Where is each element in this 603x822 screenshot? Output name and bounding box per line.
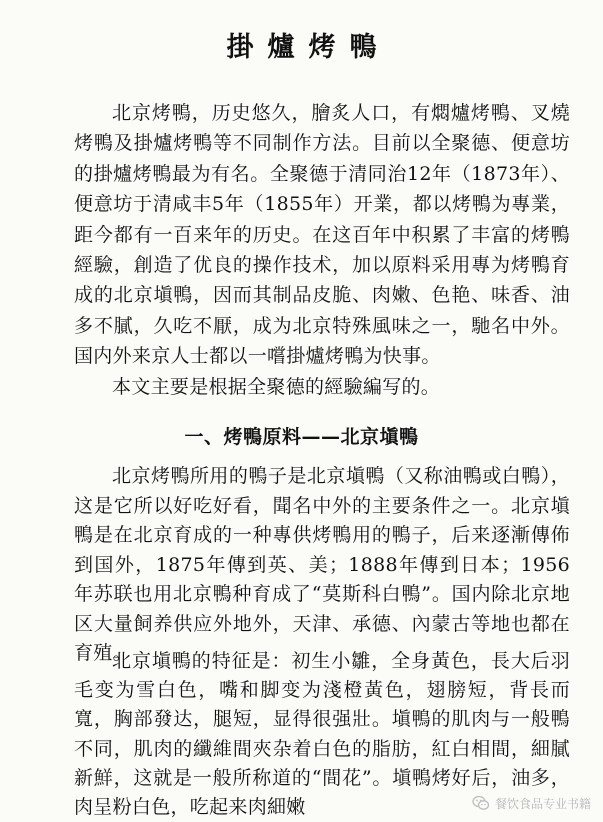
section-paragraph-features: 北京塡鴨的特征是：初生小雛，全身黃色，長大后羽毛变为雪白色，嘴和脚变为淺橙黃色，翅膀短，背長而寬，胸部發达，腿短，显得很强壯。塡鴨的肌肉与一般鴨不同，肌肉的纖維間夾杂着白色的脂肪，紅白相間，細膩新鮮，这就是一般所称道的“間花”。塡鴨烤好后，油多，肉呈粉白色，吃起来肉細嫩	[74, 650, 570, 819]
watermark-text: 餐饮食品专业书籍	[494, 796, 591, 811]
intro-paragraph: 北京烤鴨，历史悠久，膾炙人口，有燜爐烤鴨、叉燒烤鴨及掛爐烤鴨等不同制作方法。目前以全聚德、便意坊的掛爐烤鴨最为有名。全聚德于清同治12年（1873年）、便意坊于清咸丰5年（1855年）开業，都以烤鴨为專業，距今都有一百来年的历史。在这百年中积累了丰富的烤鴨經驗，創造了优良的操作技术，加以原料采用專为烤鴨育成的北京塡鴨，因而其制品皮脆、肉嫩、色艳、味香、油多不膩，久吃不厭，成为北京特殊風味之一，馳名中外。国内外来京人士都以一嚐掛爐烤鴨为快事。	[74, 102, 570, 368]
wechat-icon	[472, 794, 490, 812]
page-title: 掛爐烤鴨	[226, 32, 391, 63]
section-paragraph-origin: 北京烤鴨所用的鴨子是北京塡鴨（又称油鴨或白鴨），这是它所以好吃好看，聞名中外的主要条件之一。北京塡鴨是在北京育成的一种專供烤鴨用的鴨子，后来逐漸傳佈到国外，1875年傳到英、美；1888年傳到日本；1956年苏联也用北京鴨种育成了“莫斯科白鴨”。国内除北京地区大量飼养供应外地外，天津、承德、內蒙古等地也都在育殖。	[74, 465, 570, 664]
source-note-paragraph: 本文主要是根据全聚德的經驗編写的。	[112, 376, 441, 398]
section-heading: 一、烤鴨原料——北京塡鴨	[184, 426, 419, 448]
watermark	[472, 794, 591, 812]
